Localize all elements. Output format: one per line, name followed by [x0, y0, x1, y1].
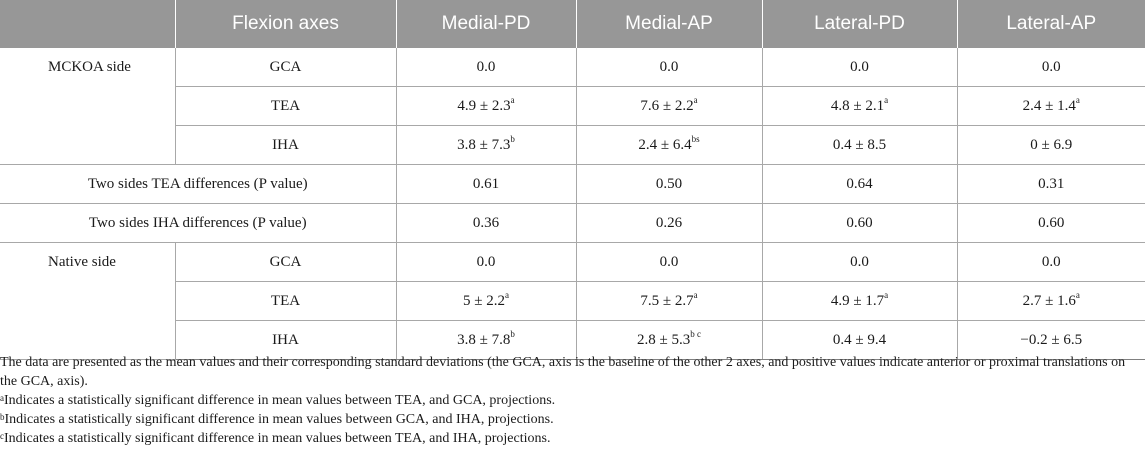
table-row: [0, 165, 1145, 204]
value-cell: 0.0: [576, 243, 762, 282]
value-cell: 0.64: [762, 165, 957, 204]
value-cell: 0.26: [576, 204, 762, 243]
value-cell: 0.36: [396, 204, 576, 243]
header-blank: [0, 0, 175, 48]
value-cell: 0.0: [762, 48, 957, 87]
table-footnotes: [0, 353, 1140, 448]
value-cell: 0.61: [396, 165, 576, 204]
value-cell: 0.0: [396, 243, 576, 282]
table-row: [0, 48, 1145, 87]
value-cell: $2.8 \pm 5.3^{b c}$: [576, 321, 762, 360]
axis-cell: TEA: [175, 282, 396, 321]
value-cell: 0.0: [396, 48, 576, 87]
value-cell: 2.4 ± 1.4$^a$: [957, 87, 1145, 126]
value-cell: 0.0: [957, 243, 1145, 282]
value-cell: 0.0: [576, 48, 762, 87]
table-row: [0, 243, 1145, 282]
value-cell: 0.0: [957, 48, 1145, 87]
header-lateral-ap: Lateral-AP: [957, 0, 1145, 48]
axis-cell: GCA: [175, 48, 396, 87]
value-cell: 3.8 ± 7.8$^b$: [396, 321, 576, 360]
axis-cell: IHA: [175, 126, 396, 165]
value-cell: 0.60: [957, 204, 1145, 243]
tea-diff-label: Two sides TEA differences (P value): [0, 165, 396, 204]
value-cell: $2.4 \pm 6.4^{bs}$: [576, 126, 762, 165]
value-cell: 0.31: [957, 165, 1145, 204]
value-cell: 4.8 ± 2.1$^a$: [762, 87, 957, 126]
value-cell: 4.9 ± 1.7$^a$: [762, 282, 957, 321]
value-cell: 0.4 ± 9.4: [762, 321, 957, 360]
footnote-c: $^c$Indicates a statistically significant difference in mean values between TEA, and IHA, projections.: [0, 431, 551, 446]
axis-cell: IHA: [175, 321, 396, 360]
footnote-main: The data are presented as the mean values and their corresponding standard deviations (the GCA, axis is the baseline of the other 2 axes, and positive values indicate anterior or proximal translations on the GCA, axis).: [0, 355, 1126, 389]
header-medial-ap: Medial-AP: [576, 0, 762, 48]
value-cell: 3.8 ± 7.3$^b$: [396, 126, 576, 165]
value-cell: 4.9 ± 2.3$^a$: [396, 87, 576, 126]
header-flexion-axes: Flexion axes: [175, 0, 396, 48]
group-label-native: Native side: [0, 243, 175, 360]
axis-cell: GCA: [175, 243, 396, 282]
footnote-a: $^a$Indicates a statistically significant difference in mean values between TEA, and GCA, projections.: [0, 393, 556, 408]
value-cell: 7.5 ± 2.7$^a$: [576, 282, 762, 321]
value-cell: 0.0: [762, 243, 957, 282]
value-cell: 0.50: [576, 165, 762, 204]
value-cell: 0.4 ± 8.5: [762, 126, 957, 165]
header-row: [0, 0, 1145, 48]
value-cell: −0.2 ± 6.5: [957, 321, 1145, 360]
header-medial-pd: Medial-PD: [396, 0, 576, 48]
footnote-b: $^b$Indicates a statistically significant difference in mean values between GCA, and IHA, projections.: [0, 412, 554, 427]
iha-diff-label: Two sides IHA differences (P value): [0, 204, 396, 243]
axis-cell: TEA: [175, 87, 396, 126]
value-cell: 0.60: [762, 204, 957, 243]
group-label-mckoa: MCKOA side: [0, 48, 175, 165]
value-cell: 5 ± 2.2$^a$: [396, 282, 576, 321]
table-row: [0, 204, 1145, 243]
value-cell: 2.7 ± 1.6$^a$: [957, 282, 1145, 321]
header-lateral-pd: Lateral-PD: [762, 0, 957, 48]
value-cell: 7.6 ± 2.2$^a$: [576, 87, 762, 126]
value-cell: 0 ± 6.9: [957, 126, 1145, 165]
